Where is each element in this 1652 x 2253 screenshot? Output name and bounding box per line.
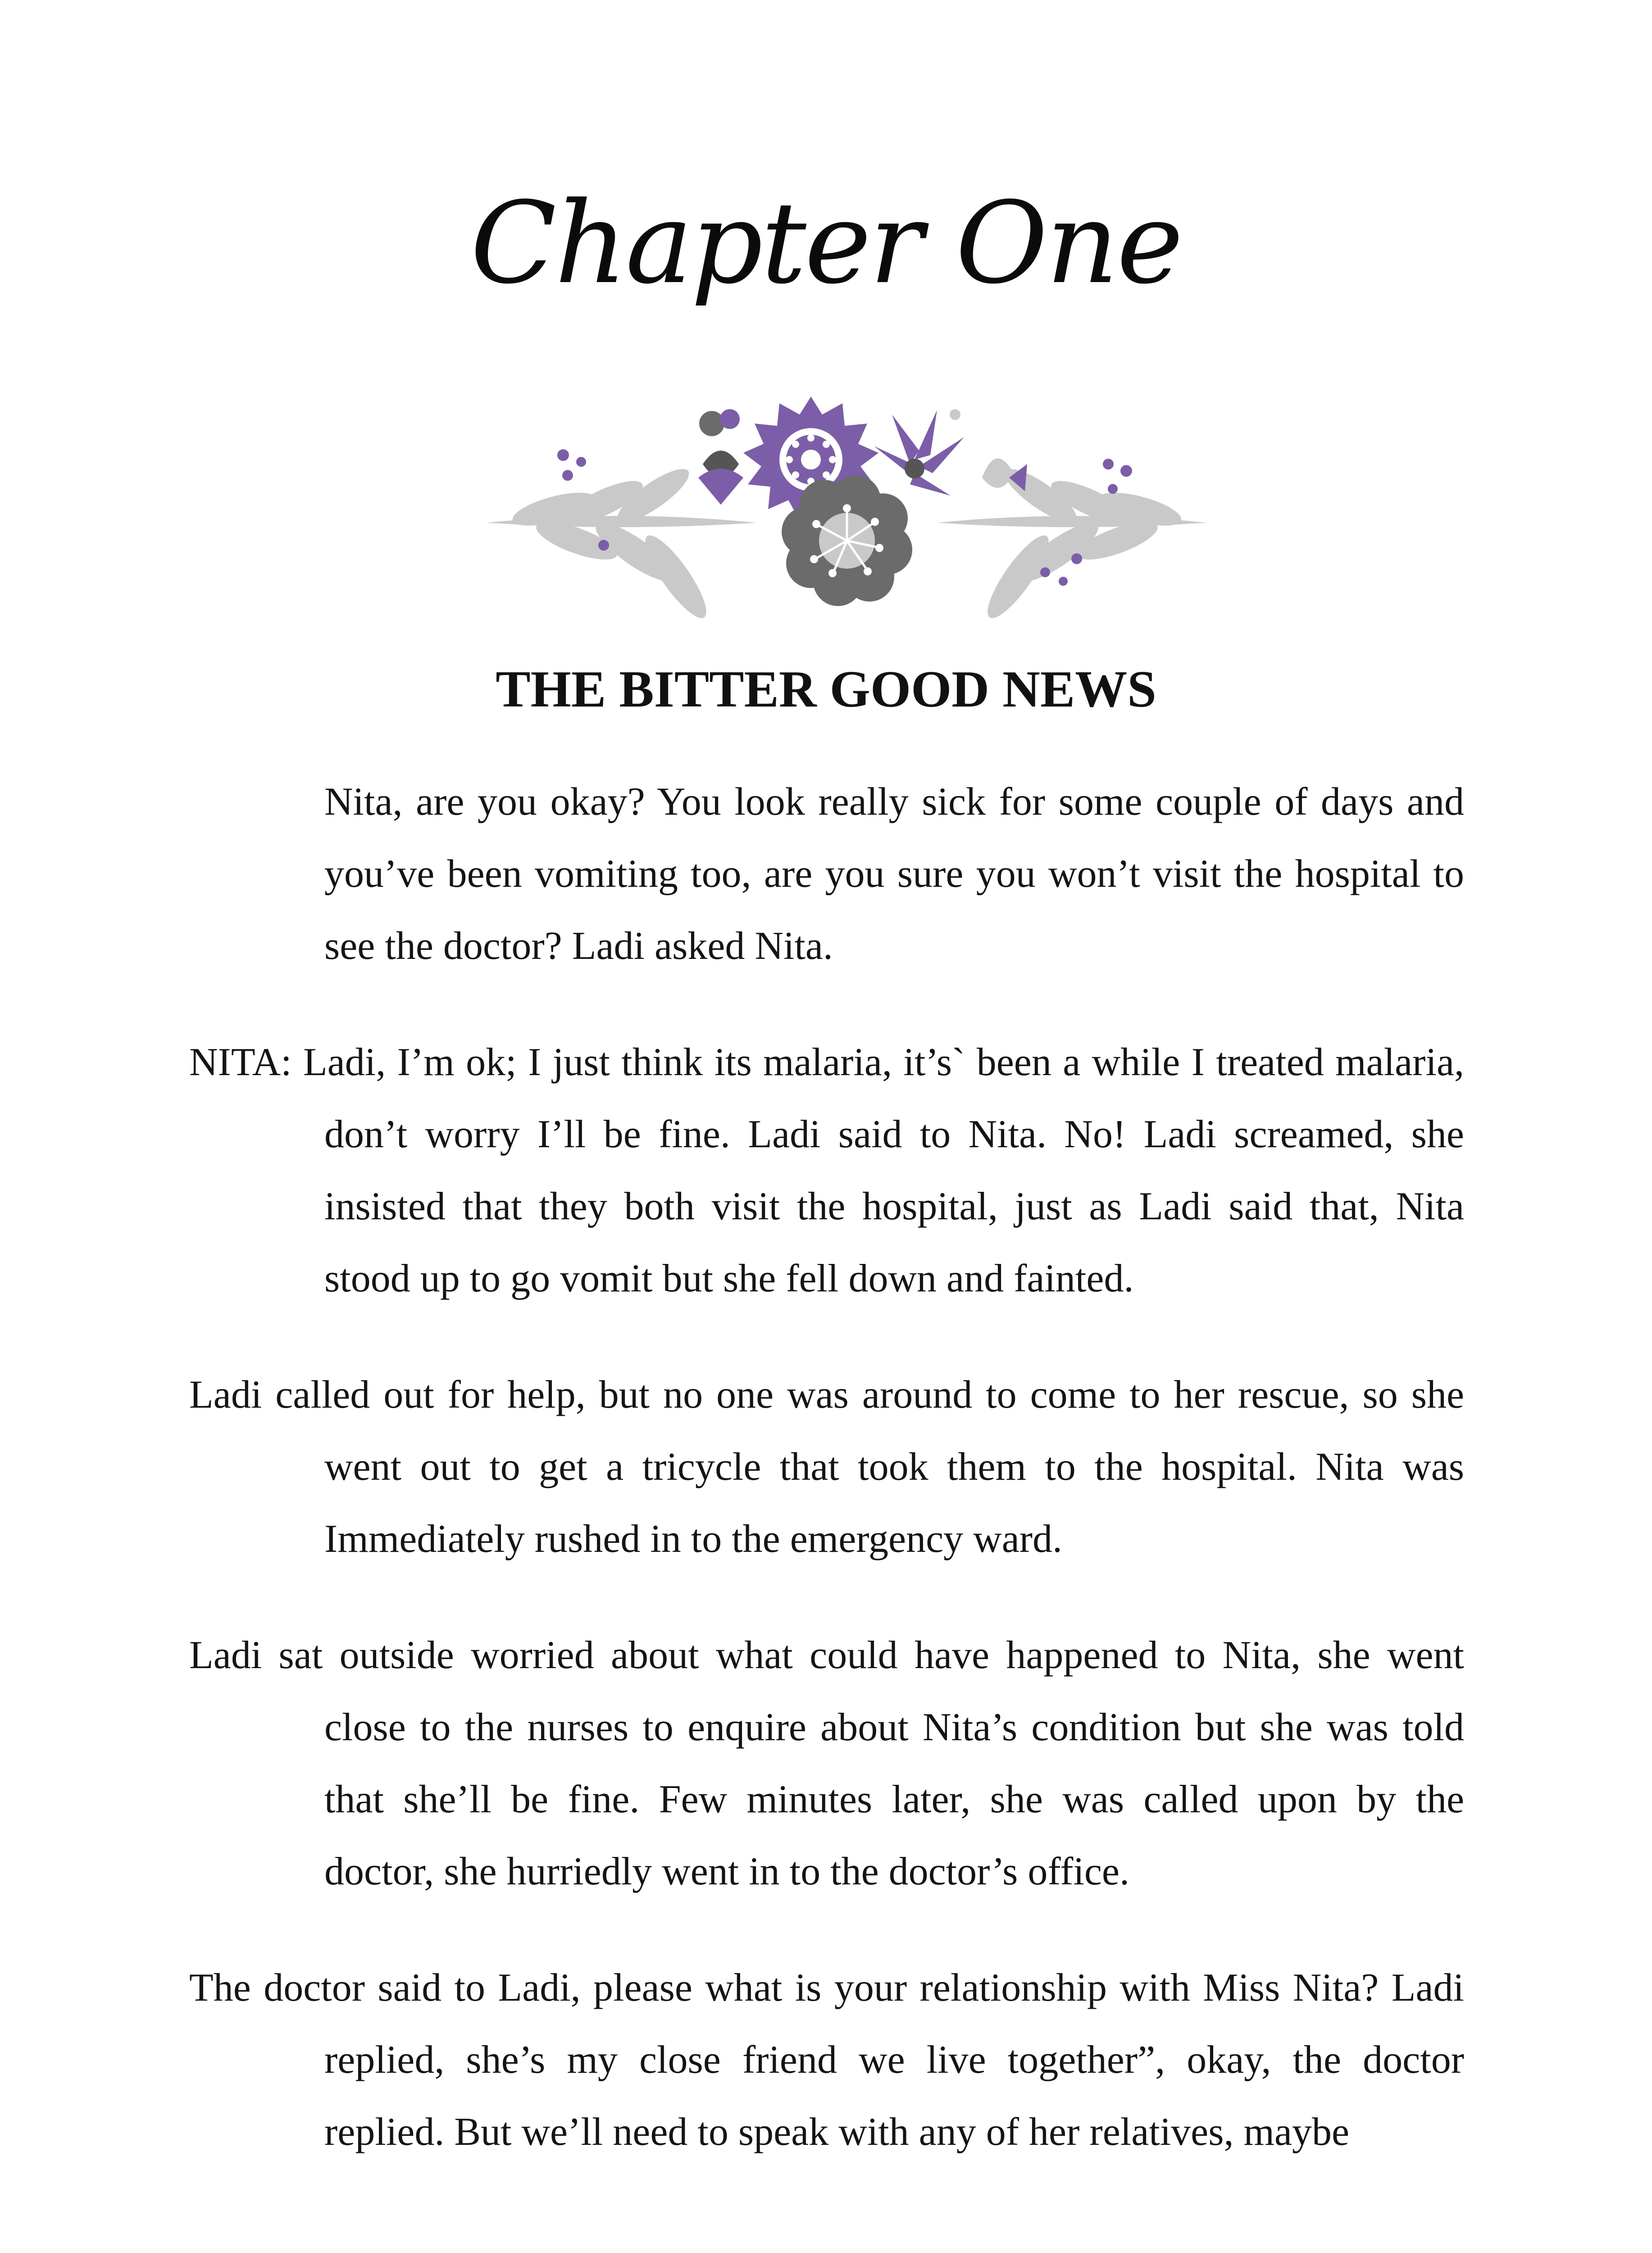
- paragraph: Nita, are you okay? You look really sick for some couple of days and you’ve been vomiting too, are you sure you won’t visit the hospital to see the doctor? Ladi asked Nita.: [324, 780, 1464, 968]
- chapter-heading: Chapter One: [470, 178, 1182, 309]
- paragraph: Ladi sat outside worried about what could have happened to Nita, she went close to the nurses to enquire about Nita’s condition but she was told that she’ll be fine. Few minutes later, she was called upon by the doctor, she hurriedly went in to the doctor’s office.: [189, 1633, 1464, 1893]
- paragraph: The doctor said to Ladi, please what is your relationship with Miss Nita? Ladi replied, she’s my close friend we live together”, okay, the doctor replied. But we’ll need to speak with any of her relatives, maybe: [189, 1966, 1464, 2154]
- chapter-title: THE BITTER GOOD NEWS: [496, 661, 1156, 718]
- paragraph: Ladi called out for help, but no one was around to come to her rescue, so she went out to get a tricycle that took them to the hospital. Nita was Immediately rushed in to the emergency ward.: [189, 1373, 1464, 1561]
- chapter-body: [189, 766, 1464, 2212]
- paragraph: NITA: Ladi, I’m ok; I just think its malaria, it’s` been a while I treated malaria, don’t worry I’ll be fine. Ladi said to Nita. No! Ladi screamed, she insisted that they both visit the hospital, just as Ladi said that, Nita stood up to go vomit but she fell down and fainted.: [189, 1040, 1464, 1300]
- floral-bouquet-icon: [487, 388, 1207, 622]
